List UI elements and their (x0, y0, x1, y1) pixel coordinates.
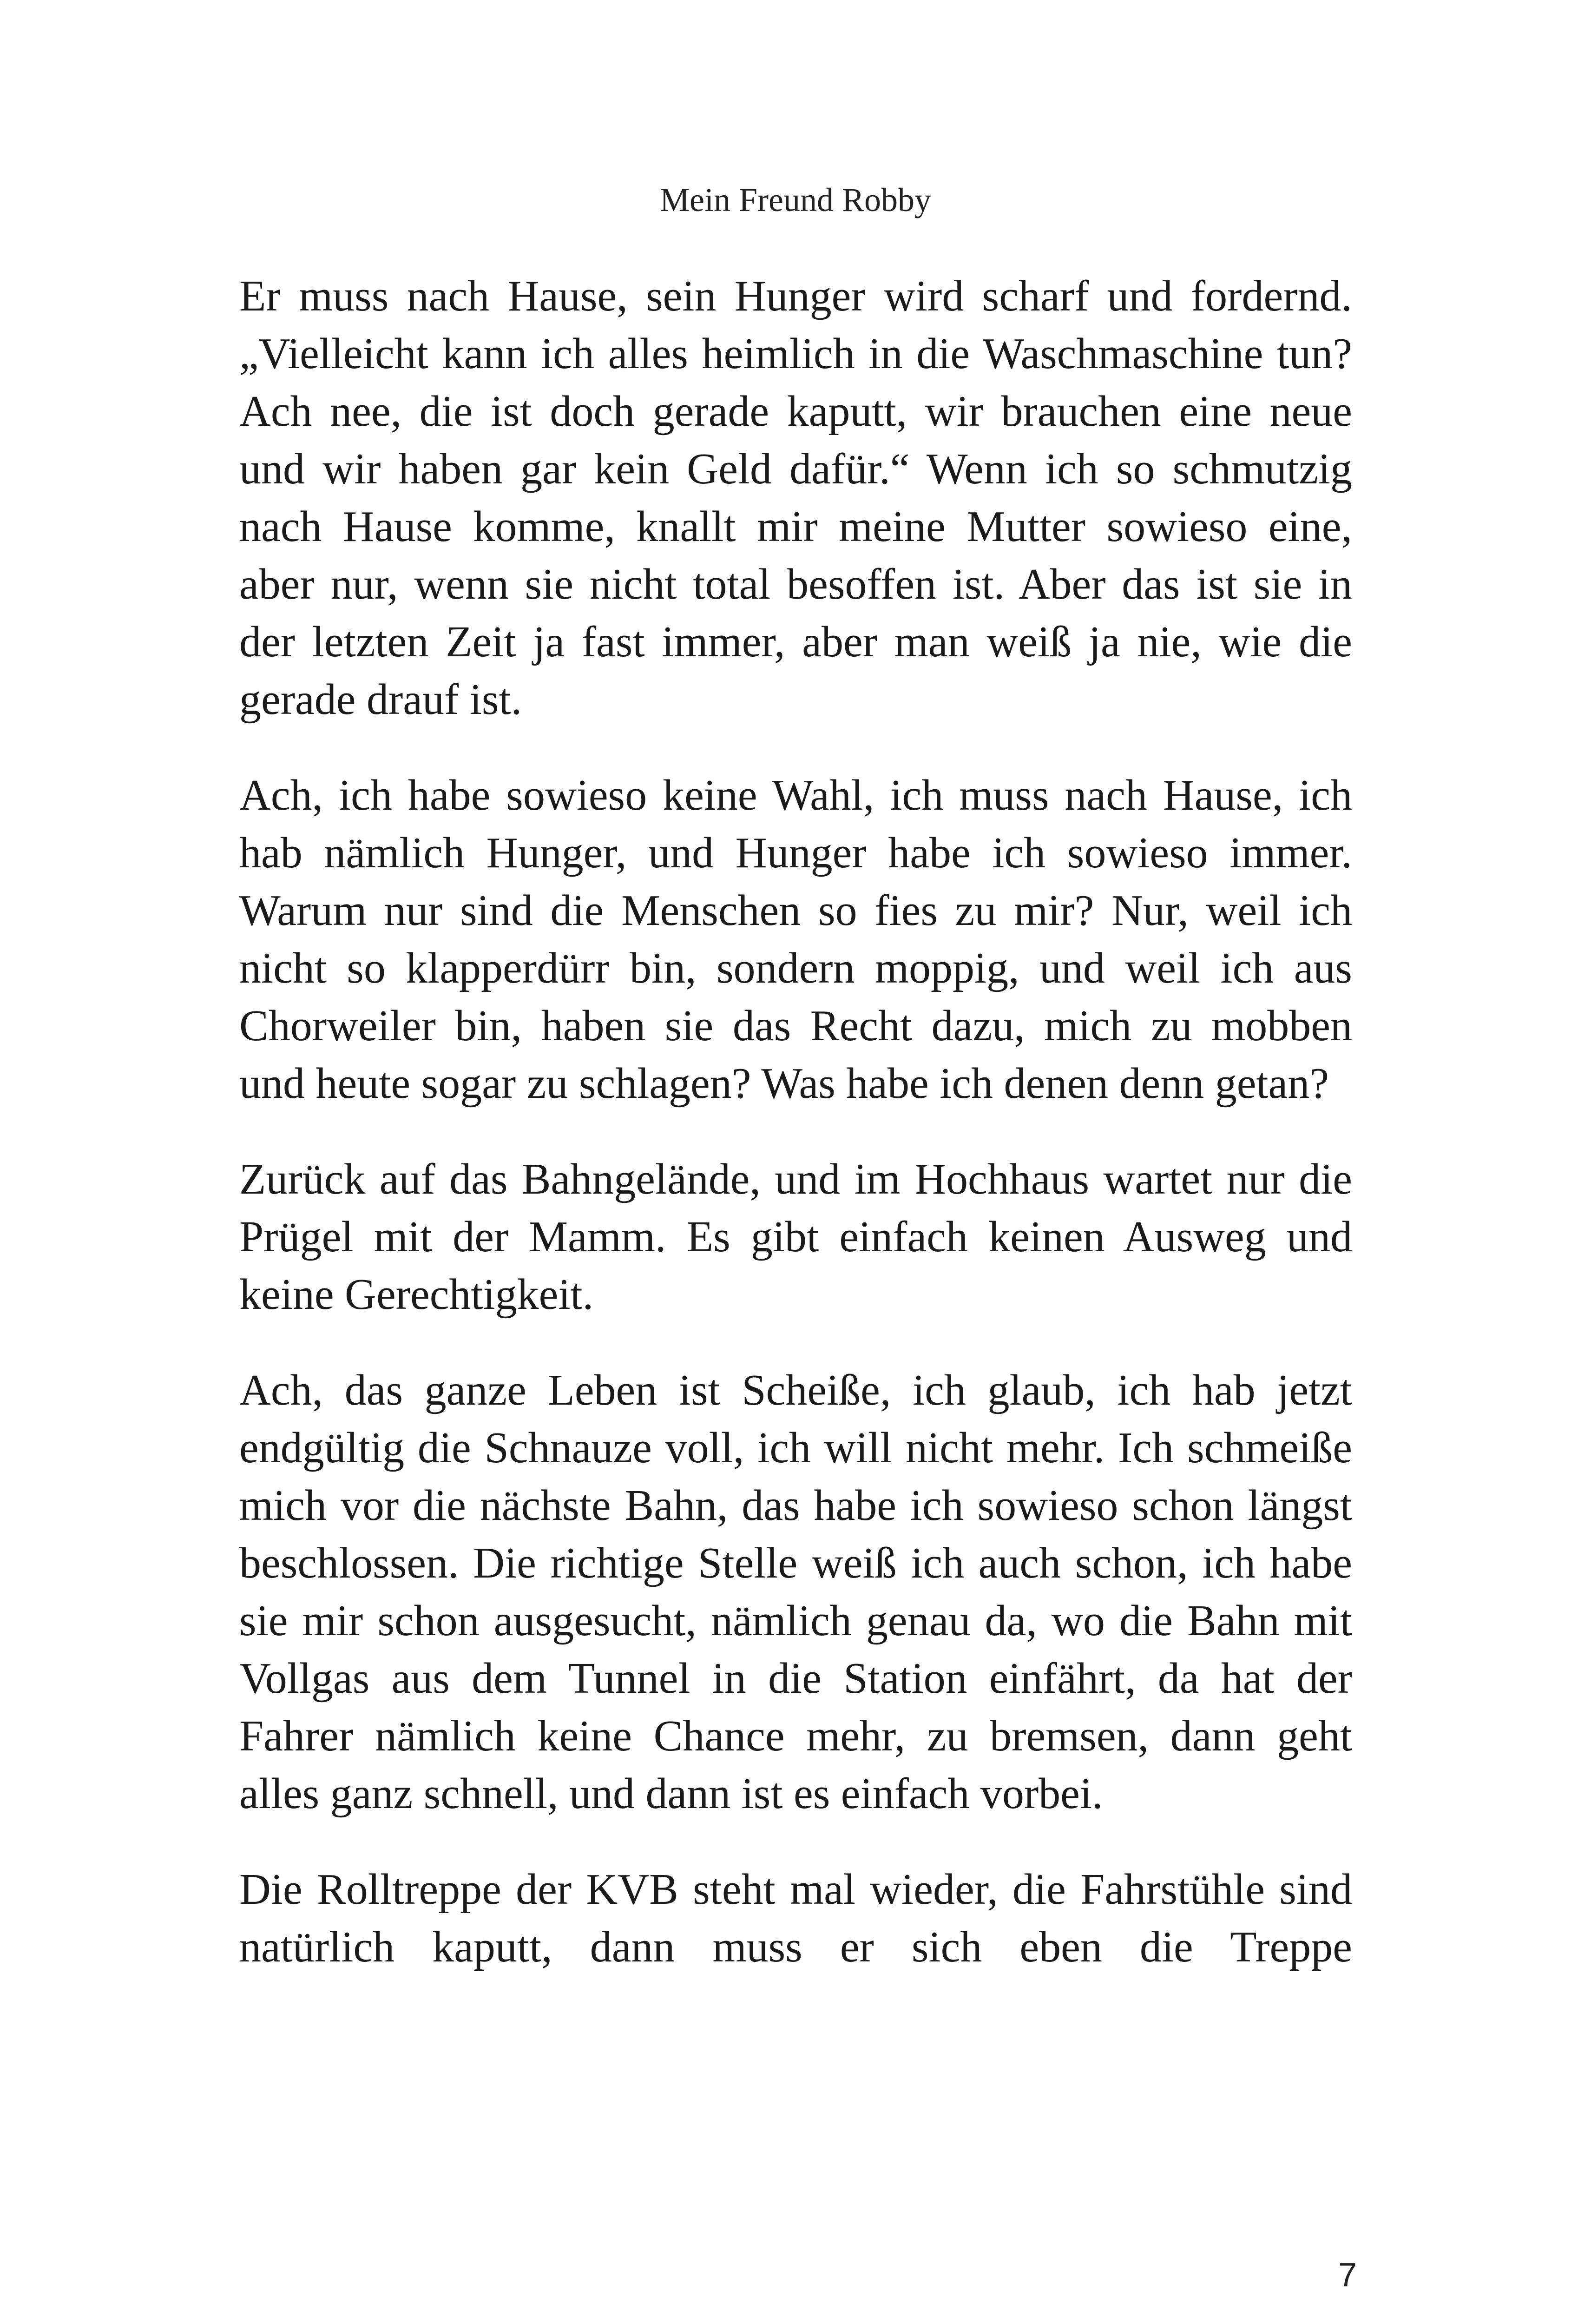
paragraph-2: Ach, ich habe sowieso keine Wahl, ich muss nach Hause, ich hab nämlich Hunger, und Hunger habe ich sowieso immer. Warum nur sind die Menschen so fies zu mir? Nur, weil ich nicht so klapperdürr bin, sondern moppig, und weil ich aus Chorweiler bin, haben sie das Recht dazu, mich zu mobben und heute sogar zu schlagen? Was habe ich denen denn getan? (239, 771, 1352, 1108)
paragraph-5: Die Rolltreppe der KVB steht mal wieder, die Fahrstühle sind natürlich kaputt, dann muss er sich eben die Treppe (239, 1865, 1352, 1971)
page-number: 7 (1338, 2257, 1357, 2294)
paragraph-3: Zurück auf das Bahngelände, und im Hochhaus wartet nur die Prügel mit der Mamm. Es gibt einfach keinen Ausweg und keine Gerechtigkeit. (239, 1155, 1352, 1319)
paragraph-4: Ach, das ganze Leben ist Scheiße, ich glaub, ich hab jetzt endgültig die Schnauze voll, ich will nicht mehr. Ich schmeiße mich vor die nächste Bahn, das habe ich sowieso schon längst beschlossen. Die richtige Stelle weiß ich auch schon, ich habe sie mir schon ausgesucht, nämlich genau da, wo die Bahn mit Vollgas aus dem Tunnel in die Station einfährt, da hat der Fahrer nämlich keine Chance mehr, zu bremsen, dann geht alles ganz schnell, und dann ist es einfach vorbei. (239, 1366, 1352, 1818)
body-text (239, 267, 1352, 1976)
paragraph-1: Er muss nach Hause, sein Hunger wird scharf und fordernd. „Vielleicht kann ich alles heimlich in die Waschmaschine tun? Ach nee, die ist doch gerade kaputt, wir brauchen eine neue und wir haben gar kein Geld dafür.“ Wenn ich so schmutzig nach Hause komme, knallt mir meine Mutter sowieso eine, aber nur, wenn sie nicht total besoffen ist. Aber das ist sie in der letzten Zeit ja fast immer, aber man weiß ja nie, wie die gerade drauf ist. (239, 272, 1352, 724)
running-header-title: Mein Freund Robby (660, 181, 931, 218)
